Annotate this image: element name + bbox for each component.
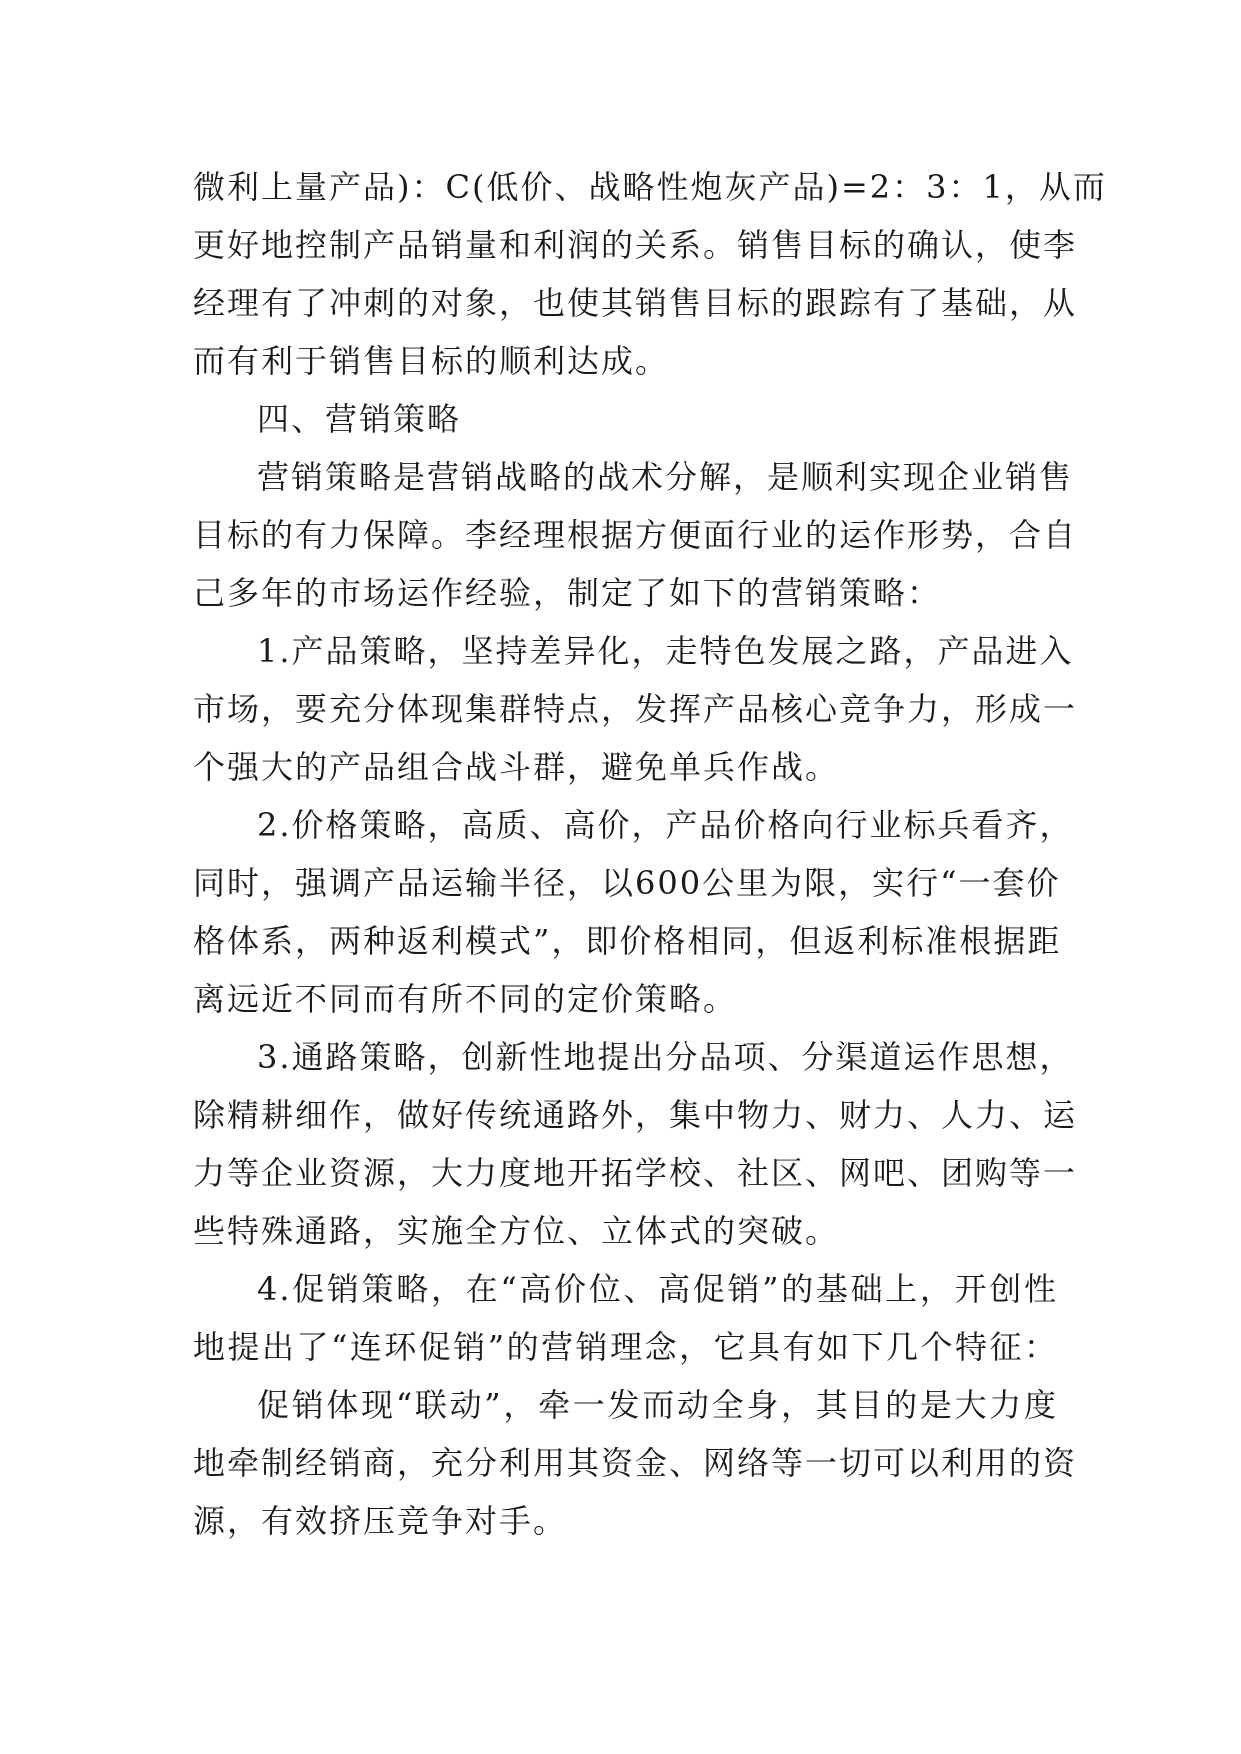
text-line: 营销策略是营销战略的战术分解，是顺利实现企业销售: [257, 458, 1074, 496]
paragraph-price-strategy: [193, 796, 1074, 1028]
text-line: 4.促销策略，在“高价位、高促销”的基础上，开创性: [257, 1270, 1058, 1308]
text-line: 同时，强调产品运输半径，以600公里为限，实行“一套价: [193, 864, 1061, 902]
text-line: 经理有了冲刺的对象，也使其销售目标的跟踪有了基础，从: [193, 284, 1078, 322]
paragraph-promotion-strategy: [193, 1260, 1058, 1376]
text-line: 1.产品策略，坚持差异化，走特色发展之路，产品进入: [257, 632, 1074, 670]
text-line: 己多年的市场运作经验，制定了如下的营销策略：: [193, 574, 942, 612]
document-body: [193, 158, 1107, 1550]
text-line: 市场，要充分体现集群特点，发挥产品核心竞争力，形成一: [193, 690, 1078, 728]
text-line: 力等企业资源，大力度地开拓学校、社区、网吧、团购等一: [193, 1154, 1078, 1192]
text-line: 源，有效挤压竞争对手。: [193, 1502, 568, 1540]
section-heading-marketing-strategy: [193, 390, 1058, 448]
text-line: 促销体现“联动”，牵一发而动全身，其目的是大力度: [257, 1386, 1058, 1424]
paragraph-marketing-strategy-intro: [193, 448, 1078, 622]
text-line: 目标的有力保障。李经理根据方便面行业的运作形势，合自: [193, 516, 1078, 554]
text-line: 格体系，两种返利模式”，即价格相同，但返利标准根据距: [193, 922, 1062, 960]
text-line: 离远近不同而有所不同的定价策略。: [193, 980, 738, 1018]
text-line: 些特殊通路，实施全方位、立体式的突破。: [193, 1212, 840, 1250]
text-line: 地牵制经销商，充分利用其资金、网络等一切可以利用的资: [193, 1444, 1078, 1482]
text-line: 更好地控制产品销量和利润的关系。销售目标的确认，使李: [193, 226, 1078, 264]
paragraph-promotion-linkage: [193, 1376, 1078, 1550]
paragraph-sales-target-continued: [193, 158, 1107, 390]
text-line: 个强大的产品组合战斗群，避免单兵作战。: [193, 748, 840, 786]
text-line: 而有利于销售目标的顺利达成。: [193, 342, 670, 380]
section-heading: 四、营销策略: [257, 400, 462, 438]
text-line: 除精耕细作，做好传统通路外，集中物力、财力、人力、运: [193, 1096, 1078, 1134]
text-line: 微利上量产品)：C(低价、战略性炮灰产品)=2：3：1，从而: [193, 168, 1107, 206]
text-line: 地提出了“连环促销”的营销理念，它具有如下几个特征：: [193, 1328, 1058, 1366]
text-line: 3.通路策略，创新性地提出分品项、分渠道运作思想，: [257, 1038, 1074, 1076]
text-line: 2.价格策略，高质、高价，产品价格向行业标兵看齐，: [257, 806, 1074, 844]
paragraph-channel-strategy: [193, 1028, 1078, 1260]
paragraph-product-strategy: [193, 622, 1078, 796]
